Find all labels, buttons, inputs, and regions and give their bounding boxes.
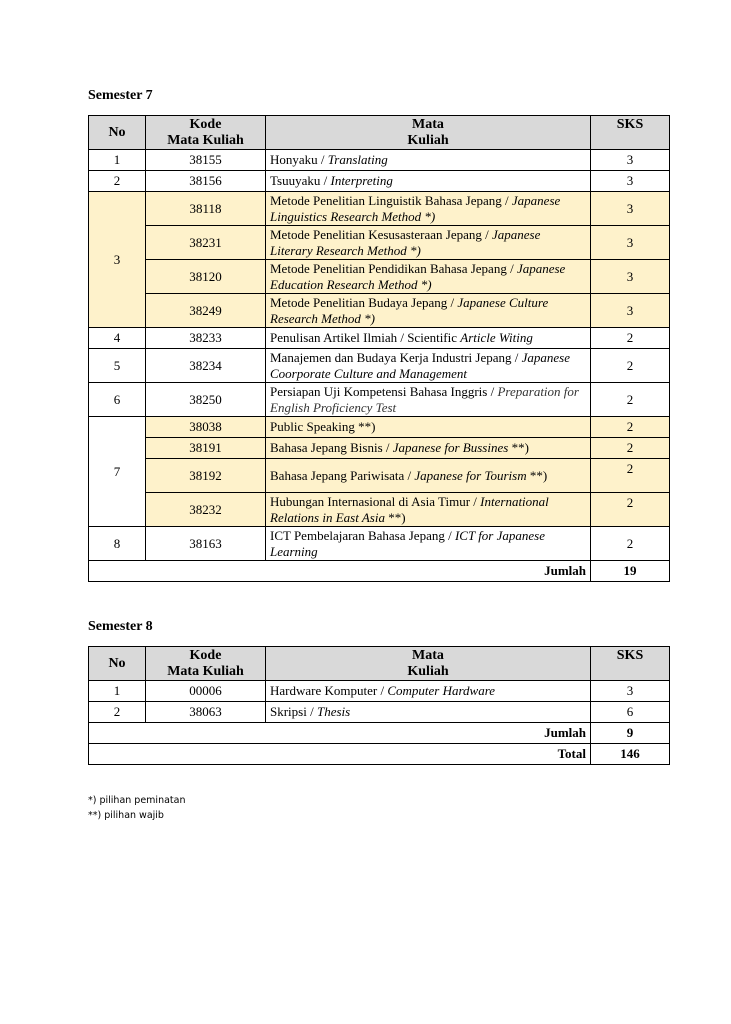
table-row [89,493,670,527]
mk-text: Hardware Komputer / [270,683,388,698]
mk-italic: Interpreting [330,173,393,188]
header-no: No [89,116,146,150]
row-mata-kuliah [266,383,591,417]
jumlah-value: 9 [591,723,670,744]
table-row [89,171,670,192]
row-sks: 2 [591,417,670,438]
row-sks: 2 [591,438,670,459]
row-kode: 00006 [146,681,266,702]
row-kode: 38233 [146,328,266,349]
mk-text: ICT Pembelajaran Bahasa Jepang / [270,527,455,543]
jumlah-value: 19 [591,561,670,582]
mk-text: Metode Penelitian Linguistik Bahasa Jepang / [270,192,512,208]
table-row [89,702,670,723]
mk-italic: Article Witing [460,330,533,345]
header-mata [266,116,591,150]
mk-text: Skripsi / [270,704,317,719]
header-kode-line2: Mata Kuliah [167,663,244,679]
total-label: Total [89,744,591,765]
header-kode [146,647,266,681]
table-row [89,681,670,702]
mk-text: Penulisan Artikel Ilmiah / Scientific [270,330,461,345]
row-mata-kuliah [266,417,591,438]
jumlah-label: Jumlah [89,723,591,744]
row-mata-kuliah [266,328,591,349]
semester-7-title: Semester 7 [88,88,153,103]
mk-italic: Japanese Coorporate Culture and Management [270,349,570,381]
row-mata-kuliah [266,459,591,493]
row-kode: 38191 [146,438,266,459]
row-kode: 38063 [146,702,266,723]
mk-text: Honyaku / [270,152,328,167]
row-sks: 6 [591,702,670,723]
row-kode: 38192 [146,459,266,493]
row-kode: 38234 [146,349,266,383]
header-sks: SKS [591,116,670,150]
footnote-peminatan: *) pilihan peminatan [88,795,186,806]
table-row [89,527,670,561]
header-mata-line1: Mata [412,647,444,663]
mk-italic: Preparation for English Proficiency Test [270,383,579,415]
total-value: 146 [591,744,670,765]
mk-italic: Japanese Education Research Method *) [270,260,566,292]
mk-italic: Japanese Literary Research Method *) [270,226,541,258]
row-no: 2 [89,171,146,192]
row-mata-kuliah [266,527,591,561]
row-no: 7 [89,417,146,527]
mk-text: Persiapan Uji Kompetensi Bahasa Inggris / [270,383,498,399]
row-kode: 38250 [146,383,266,417]
table-row [89,417,670,438]
mk-italic: ICT for Japanese Learning [270,527,545,559]
row-kode: 38118 [146,192,266,226]
table-row [89,438,670,459]
table-row [89,226,670,260]
row-mata-kuliah [266,681,591,702]
row-sks: 3 [591,681,670,702]
row-kode: 38163 [146,527,266,561]
mk-tail: **) [526,467,548,483]
mk-italic: Japanese for Tourism [414,467,527,483]
row-sks: 3 [591,260,670,294]
mk-text: Bahasa Jepang Pariwisata / [270,467,415,483]
mk-text: Public Speaking **) [270,419,376,434]
row-no: 2 [89,702,146,723]
row-kode: 38155 [146,150,266,171]
row-sks: 3 [591,171,670,192]
row-sks: 3 [591,226,670,260]
semester-7-table [88,115,670,582]
row-sks: 3 [591,294,670,328]
row-sks: 2 [591,328,670,349]
header-kode [146,116,266,150]
row-sks: 2 [591,349,670,383]
mk-text: Metode Penelitian Kesusasteraan Jepang / [270,226,493,242]
row-no: 1 [89,150,146,171]
row-no: 8 [89,527,146,561]
row-mata-kuliah [266,493,591,527]
mk-italic: Computer Hardware [387,683,496,698]
row-kode: 38120 [146,260,266,294]
jumlah-row [89,561,670,582]
header-kode-line1: Kode [189,116,222,132]
table-row [89,150,670,171]
row-mata-kuliah [266,702,591,723]
table-row [89,459,670,493]
mk-text: Metode Penelitian Budaya Jepang / [270,294,458,310]
header-kode-line1: Kode [189,647,222,663]
row-sks: 3 [591,150,670,171]
table-row [89,260,670,294]
row-kode: 38232 [146,493,266,527]
row-no: 5 [89,349,146,383]
semester-8-table [88,646,670,765]
table-header-row [89,116,670,150]
header-no: No [89,647,146,681]
mk-italic: Japanese Linguistics Research Method *) [270,192,561,224]
row-mata-kuliah [266,349,591,383]
header-mata [266,647,591,681]
mk-text: Bahasa Jepang Bisnis / [270,440,393,455]
header-kode-line2: Mata Kuliah [167,132,244,148]
row-mata-kuliah [266,192,591,226]
row-no: 6 [89,383,146,417]
footnote-wajib: **) pilihan wajib [88,810,164,821]
header-mata-line2: Kuliah [407,663,449,679]
total-row [89,744,670,765]
row-sks: 2 [591,383,670,417]
mk-italic: Translating [327,152,388,167]
row-kode: 38156 [146,171,266,192]
header-mata-line1: Mata [412,116,444,132]
row-mata-kuliah [266,260,591,294]
row-sks: 3 [591,192,670,226]
header-sks: SKS [591,647,670,681]
row-sks: 2 [591,493,670,527]
row-no: 1 [89,681,146,702]
row-kode: 38038 [146,417,266,438]
table-row [89,328,670,349]
row-sks: 2 [591,527,670,561]
jumlah-label: Jumlah [89,561,591,582]
mk-italic: International Relations in East Asia [270,493,549,525]
semester-8-title: Semester 8 [88,619,153,634]
row-no: 4 [89,328,146,349]
mk-text: Manajemen dan Budaya Kerja Industri Jepang / [270,349,522,365]
row-mata-kuliah [266,171,591,192]
mk-text: Tsuuyaku / [270,173,331,188]
table-row [89,294,670,328]
row-kode: 38231 [146,226,266,260]
jumlah-row [89,723,670,744]
row-mata-kuliah [266,438,591,459]
row-mata-kuliah [266,226,591,260]
row-mata-kuliah [266,150,591,171]
table-row [89,192,670,226]
table-row [89,349,670,383]
header-mata-line2: Kuliah [407,132,449,148]
mk-tail: **) [508,440,529,455]
table-row [89,383,670,417]
row-no: 3 [89,192,146,328]
table-header-row [89,647,670,681]
mk-text: Metode Penelitian Pendidikan Bahasa Jepang / [270,260,517,276]
row-kode: 38249 [146,294,266,328]
mk-italic: Japanese for Bussines [392,440,509,455]
mk-italic: Japanese Culture Research Method *) [270,294,549,326]
mk-tail: **) [384,509,406,525]
mk-text: Hubungan Internasional di Asia Timur / [270,493,481,509]
row-mata-kuliah [266,294,591,328]
mk-italic: Thesis [316,704,351,719]
row-sks: 2 [591,459,670,493]
